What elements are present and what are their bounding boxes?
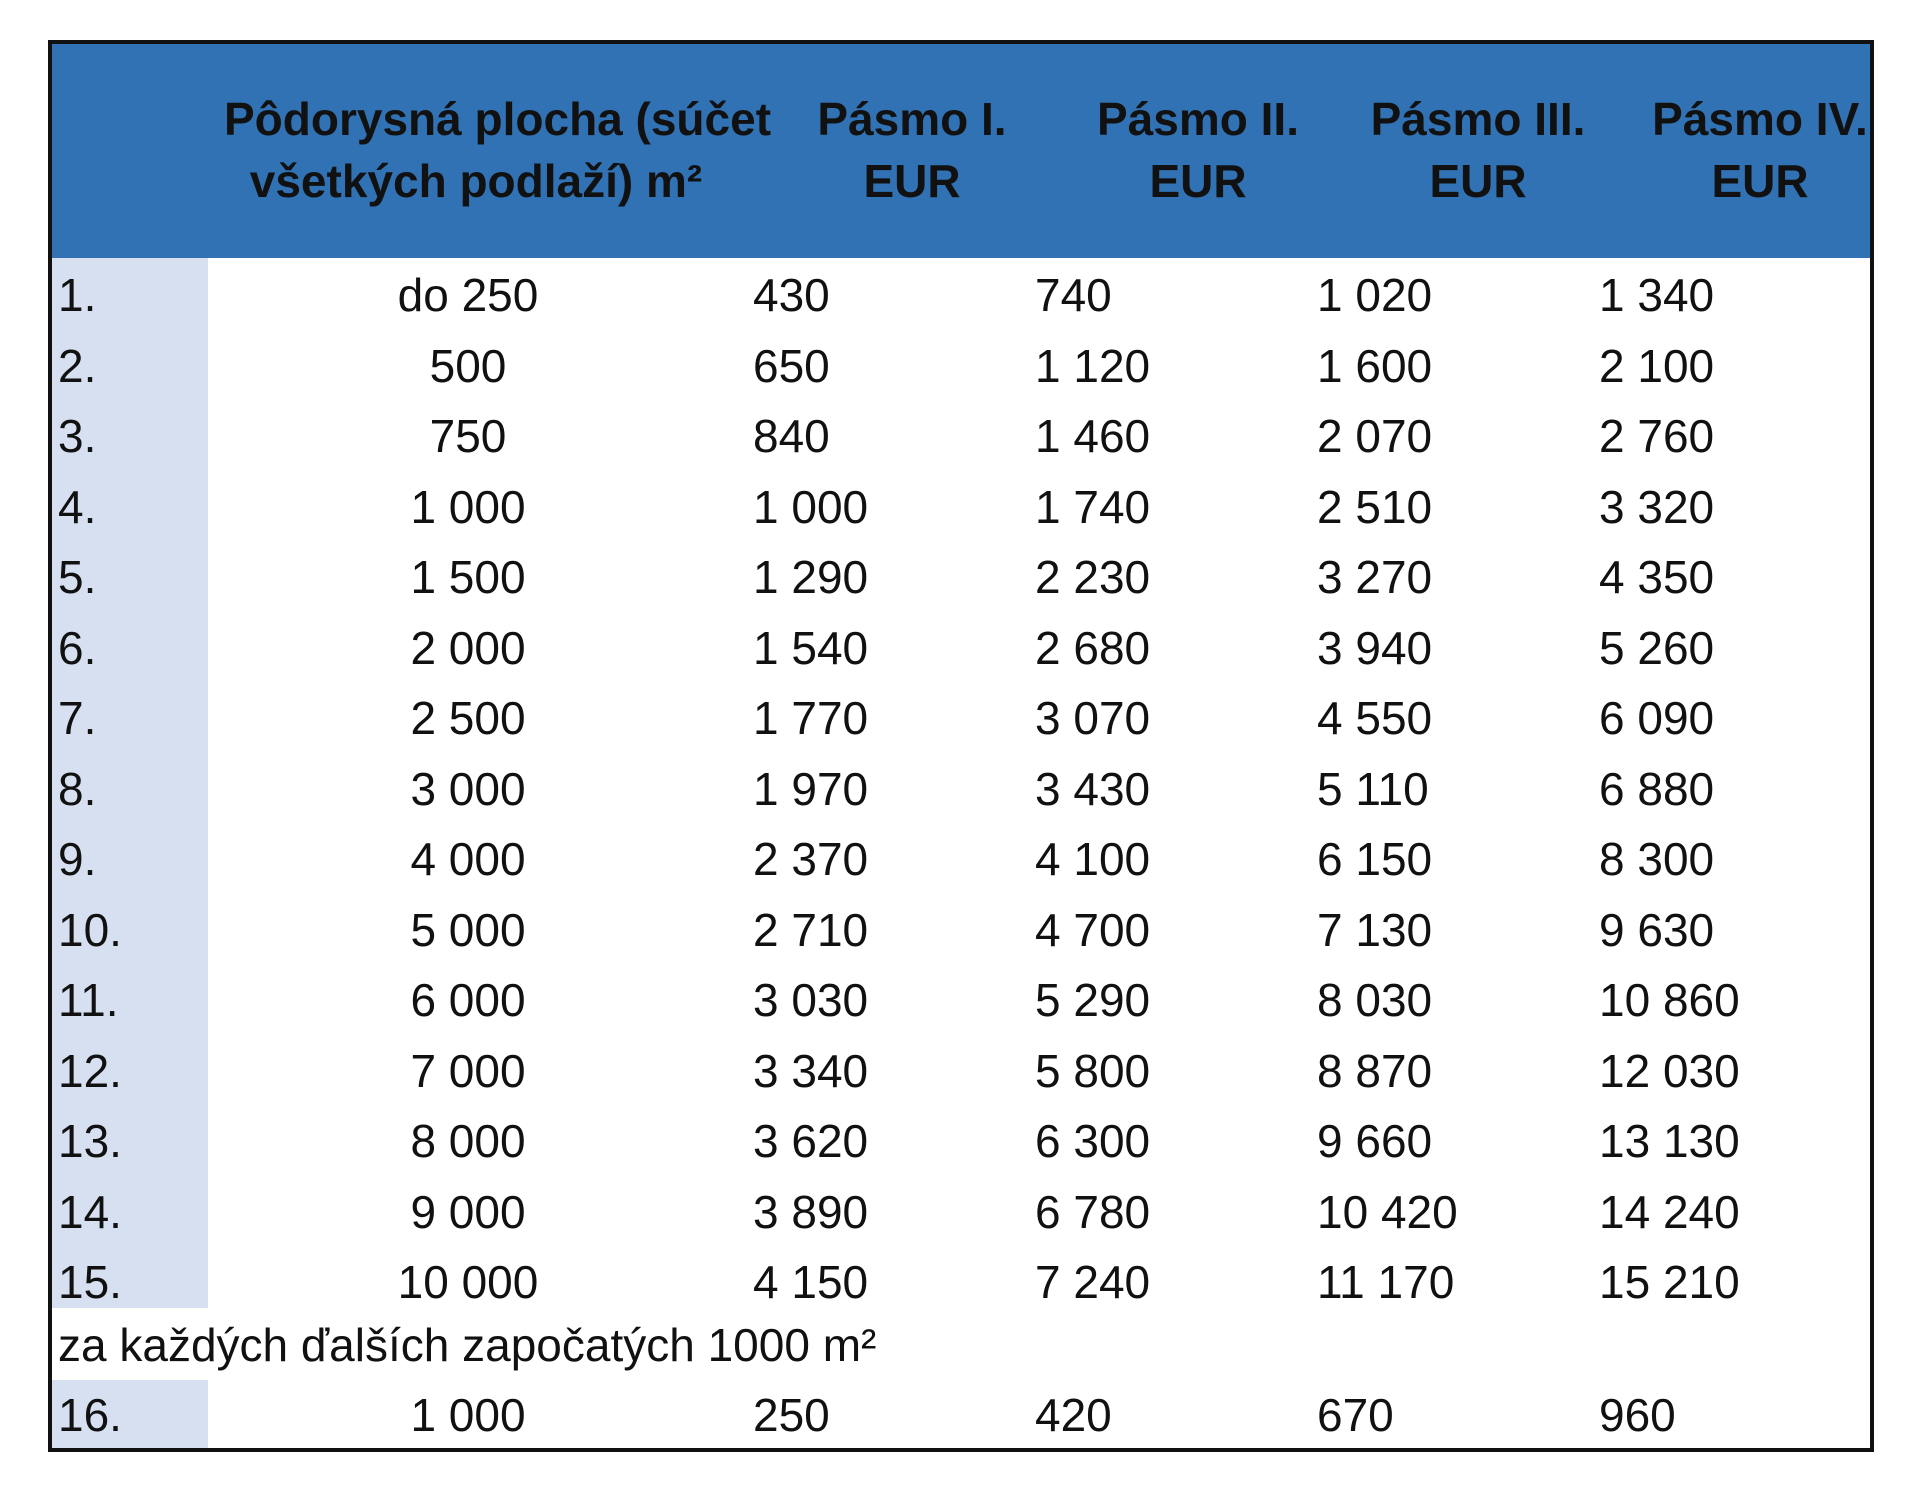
row-zone-1: 4 150 (753, 1256, 869, 1308)
table-row (52, 895, 1870, 965)
header-zone-2-line-2: EUR (1149, 155, 1247, 207)
header-area-line-2: všetkých podlaží) m² (249, 155, 703, 207)
row-zone-3: 2 510 (1317, 480, 1433, 533)
row-zone-1: 3 620 (753, 1115, 869, 1167)
row-zone-2: 7 240 (1035, 1256, 1151, 1308)
row-zone-3: 11 170 (1317, 1256, 1455, 1308)
row-zone-1: 3 340 (753, 1044, 869, 1097)
row-zone-2: 740 (1035, 269, 1112, 321)
row-zone-2: 3 070 (1035, 692, 1151, 744)
row-zone-4: 4 350 (1599, 551, 1715, 603)
row-index: 16. (58, 1389, 122, 1441)
row-area: 1 500 (410, 551, 526, 603)
header-zone-3-line-2: EUR (1429, 155, 1527, 207)
row-area: 9 000 (410, 1185, 526, 1238)
row-index: 12. (58, 1044, 122, 1097)
row-zone-4: 5 260 (1599, 621, 1715, 674)
row-zone-1: 1 540 (753, 621, 869, 674)
row-area: do 250 (397, 269, 539, 321)
row-zone-1: 2 710 (753, 903, 869, 956)
header-area-line-1: Pôdorysná plocha (súčet (224, 93, 772, 145)
row-zone-4: 12 030 (1599, 1044, 1740, 1097)
table-row (52, 401, 1870, 471)
row-zone-1: 2 370 (753, 833, 869, 885)
row-zone-3: 8 870 (1317, 1044, 1433, 1097)
row-area: 7 000 (410, 1044, 526, 1097)
row-zone-2: 6 780 (1035, 1185, 1151, 1238)
table-row (52, 331, 1870, 401)
row-area: 8 000 (410, 1115, 526, 1167)
row-area: 1 000 (410, 1389, 526, 1441)
row-zone-2: 3 430 (1035, 762, 1151, 815)
table-row (52, 542, 1870, 612)
row-zone-1: 840 (753, 410, 830, 462)
row-zone-2: 5 290 (1035, 974, 1151, 1026)
row-zone-1: 1 770 (753, 692, 869, 744)
row-area: 500 (429, 339, 507, 392)
table-row (52, 683, 1870, 753)
row-zone-2: 4 700 (1035, 903, 1151, 956)
table-row (52, 1036, 1870, 1106)
row-zone-2: 1 120 (1035, 339, 1151, 392)
row-index: 6. (58, 621, 97, 674)
header-zone-3-line-1: Pásmo III. (1370, 93, 1586, 145)
header-zone-2-line-1: Pásmo II. (1097, 93, 1299, 145)
row-area: 3 000 (410, 762, 526, 815)
table-row (52, 1247, 1870, 1317)
row-zone-1: 650 (753, 339, 830, 392)
row-zone-3: 5 110 (1317, 762, 1429, 815)
table-row (52, 1177, 1870, 1247)
note-text: za každých ďalších započatých 1000 m² (58, 1319, 877, 1371)
row-zone-4: 3 320 (1599, 480, 1715, 533)
row-zone-3: 8 030 (1317, 974, 1433, 1026)
row-area: 1 000 (410, 480, 526, 533)
header-zone-1 (792, 88, 1032, 212)
header-zone-4-line-2: EUR (1711, 155, 1809, 207)
row-index: 15. (58, 1256, 122, 1308)
row-area: 10 000 (397, 1256, 539, 1308)
table-row (52, 613, 1870, 683)
note-row (52, 1310, 1870, 1380)
row-index: 9. (58, 833, 97, 885)
header-zone-1-line-2: EUR (863, 155, 961, 207)
row-zone-1: 250 (753, 1389, 830, 1441)
row-zone-1: 1 000 (753, 480, 869, 533)
row-zone-3: 1 020 (1317, 269, 1433, 321)
table-row (52, 965, 1870, 1035)
row-area: 2 500 (410, 692, 526, 744)
row-zone-3: 6 150 (1317, 833, 1433, 885)
row-zone-2: 5 800 (1035, 1044, 1151, 1097)
row-zone-4: 6 090 (1599, 692, 1715, 744)
row-index: 3. (58, 410, 97, 462)
header-zone-3 (1358, 88, 1598, 212)
row-zone-2: 6 300 (1035, 1115, 1151, 1167)
row-zone-4: 1 340 (1599, 269, 1715, 321)
header-area (224, 88, 772, 212)
row-zone-3: 3 270 (1317, 551, 1433, 603)
row-index: 2. (58, 339, 97, 392)
row-area: 5 000 (410, 903, 526, 956)
row-index: 13. (58, 1115, 122, 1167)
header-zone-4 (1640, 88, 1874, 212)
row-index: 5. (58, 551, 97, 603)
row-zone-4: 13 130 (1599, 1115, 1740, 1167)
header-zone-1-line-1: Pásmo I. (817, 93, 1007, 145)
row-zone-3: 9 660 (1317, 1115, 1433, 1167)
row-zone-1: 430 (753, 269, 830, 321)
row-index: 11. (58, 974, 119, 1026)
row-area: 6 000 (410, 974, 526, 1026)
row-zone-2: 4 100 (1035, 833, 1151, 885)
row-zone-2: 2 230 (1035, 551, 1151, 603)
row-zone-3: 3 940 (1317, 621, 1433, 674)
row-area: 2 000 (410, 621, 526, 674)
row-zone-4: 2 100 (1599, 339, 1715, 392)
row-zone-4: 14 240 (1599, 1185, 1740, 1238)
row-index: 1. (58, 269, 97, 321)
row-zone-3: 4 550 (1317, 692, 1433, 744)
price-table (48, 40, 1874, 1452)
row-zone-1: 1 290 (753, 551, 869, 603)
table-row (52, 472, 1870, 542)
table-row (52, 1106, 1870, 1176)
row-zone-4: 2 760 (1599, 410, 1715, 462)
row-zone-4: 15 210 (1599, 1256, 1740, 1308)
row-area: 4 000 (410, 833, 526, 885)
row-zone-2: 420 (1035, 1389, 1112, 1441)
row-zone-3: 670 (1317, 1389, 1394, 1441)
row-index: 14. (58, 1185, 122, 1238)
row-zone-2: 1 460 (1035, 410, 1151, 462)
row-zone-4: 960 (1599, 1389, 1676, 1441)
row-zone-1: 1 970 (753, 762, 869, 815)
row-zone-3: 2 070 (1317, 410, 1433, 462)
row-index: 7. (58, 692, 97, 744)
row-index: 8. (58, 762, 97, 815)
row-zone-1: 3 030 (753, 974, 869, 1026)
row-zone-4: 6 880 (1599, 762, 1715, 815)
row-zone-1: 3 890 (753, 1185, 869, 1238)
header-zone-2 (1078, 88, 1318, 212)
table-row (52, 260, 1870, 330)
row-zone-4: 10 860 (1599, 974, 1740, 1026)
row-zone-2: 1 740 (1035, 480, 1151, 533)
row-zone-3: 7 130 (1317, 903, 1433, 956)
table-header (52, 44, 1870, 258)
row-index: 10. (58, 903, 122, 956)
table-row (52, 754, 1870, 824)
row-zone-4: 8 300 (1599, 833, 1715, 885)
header-zone-4-line-1: Pásmo IV. (1652, 93, 1868, 145)
row-area: 750 (429, 410, 507, 462)
row-index: 4. (58, 480, 97, 533)
row-zone-4: 9 630 (1599, 903, 1715, 956)
row-zone-2: 2 680 (1035, 621, 1151, 674)
row-zone-3: 1 600 (1317, 339, 1433, 392)
table-row (52, 824, 1870, 894)
row-zone-3: 10 420 (1317, 1185, 1458, 1238)
table-row-last (52, 1380, 1870, 1450)
